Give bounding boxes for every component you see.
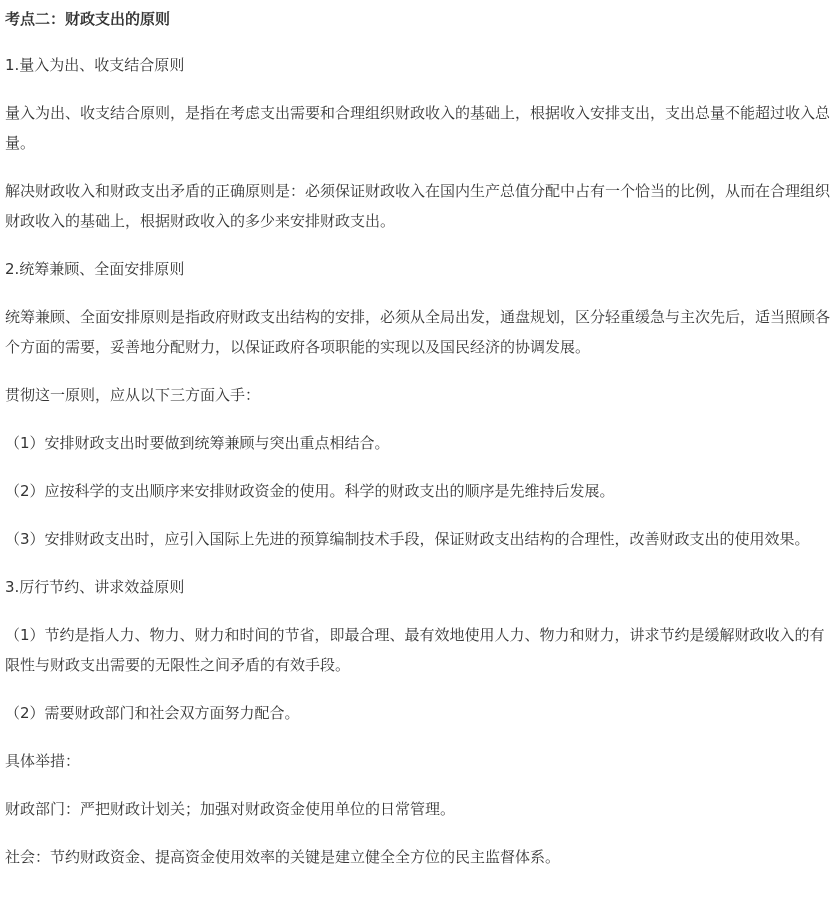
section-heading-2: 2.统筹兼顾、全面安排原则 — [5, 260, 185, 278]
paragraph: 量入为出、收支结合原则，是指在考虑支出需要和合理组织财政收入的基础上，根据收入安排支出，支出总量不能超过收入总量。 — [5, 104, 831, 152]
list-item: （1）节约是指人力、物力、财力和时间的节省，即最合理、最有效地使用人力、物力和财力，讲求节约是缓解财政收入的有限性与财政支出需要的无限性之间矛盾的有效手段。 — [5, 626, 825, 674]
paragraph: 解决财政收入和财政支出矛盾的正确原则是：必须保证财政收入在国内生产总值分配中占有一个恰当的比例，从而在合理组织财政收入的基础上，根据财政收入的多少来安排财政支出。 — [5, 182, 831, 230]
paragraph: 统筹兼顾、全面安排原则是指政府财政支出结构的安排，必须从全局出发，通盘规划，区分轻重缓急与主次先后，适当照顾各个方面的需要，妥善地分配财力，以保证政府各项职能的实现以及国民经济的协调发展。 — [5, 308, 831, 356]
paragraph: 具体举措： — [5, 752, 81, 770]
paragraph: 贯彻这一原则，应从以下三方面入手： — [5, 386, 261, 404]
paragraph: 财政部门：严把财政计划关；加强对财政资金使用单位的日常管理。 — [5, 800, 456, 818]
paragraph: 社会：节约财政资金、提高资金使用效率的关键是建立健全全方位的民主监督体系。 — [5, 848, 561, 866]
section-heading-1: 1.量入为出、收支结合原则 — [5, 56, 185, 74]
list-item: （3）安排财政支出时，应引入国际上先进的预算编制技术手段，保证财政支出结构的合理性，改善财政支出的使用效果。 — [5, 530, 810, 548]
list-item: （1）安排财政支出时要做到统筹兼顾与突出重点相结合。 — [5, 434, 390, 452]
section-heading-3: 3.厉行节约、讲求效益原则 — [5, 578, 185, 596]
list-item: （2）应按科学的支出顺序来安排财政资金的使用。科学的财政支出的顺序是先维持后发展。 — [5, 482, 615, 500]
list-item: （2）需要财政部门和社会双方面努力配合。 — [5, 704, 300, 722]
page-title: 考点二：财政支出的原则 — [5, 10, 171, 28]
